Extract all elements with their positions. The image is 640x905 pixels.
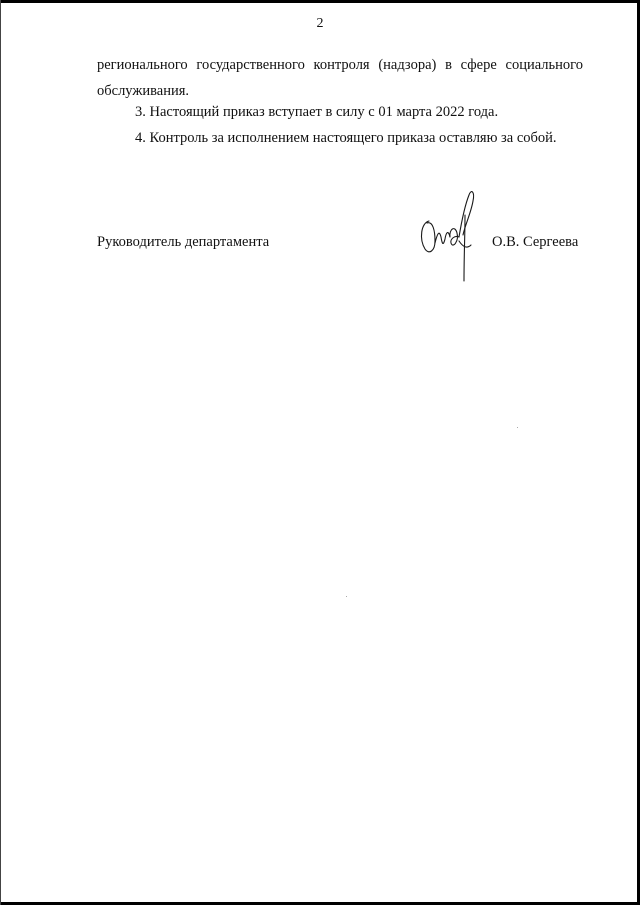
page-border-left — [0, 0, 1, 905]
paragraph-item-4: 4. Контроль за исполнением настоящего приказа оставляю за собой. — [135, 130, 557, 146]
signatory-position: Руководитель департамента — [97, 234, 270, 250]
scan-speck — [517, 427, 518, 428]
page-border-top — [0, 0, 640, 3]
paragraph-item-3: 3. Настоящий приказ вступает в силу с 01 марта 2022 года. — [135, 104, 499, 120]
paragraph-continuation: регионального государственного контроля (надзора) в сфере социального обслуживания. — [97, 57, 583, 99]
handwritten-signature-icon — [415, 185, 495, 285]
signer-name: О.В. Сергеева — [492, 234, 579, 250]
page-number: 2 — [316, 16, 324, 31]
scan-speck — [346, 596, 347, 597]
